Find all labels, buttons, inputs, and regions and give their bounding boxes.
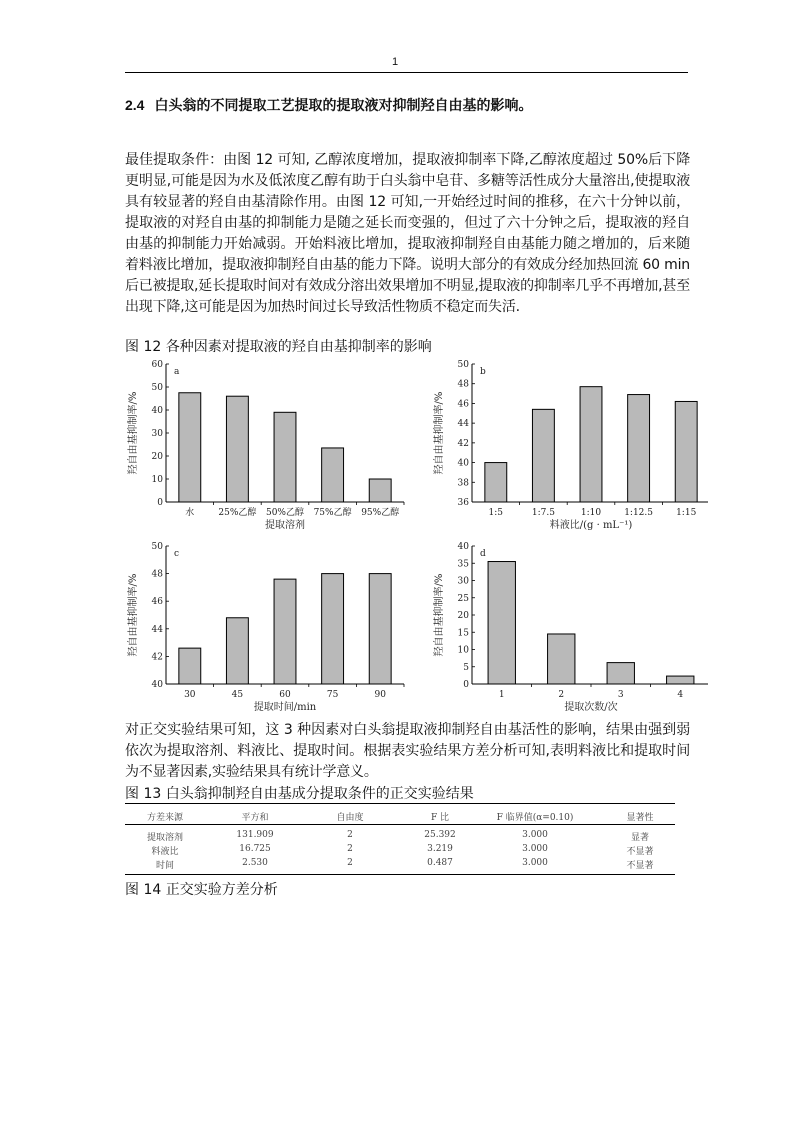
x-tick-label: 1:5: [488, 508, 504, 518]
bar: [322, 448, 344, 502]
figure-14-caption: 图 14 正交实验方差分析: [125, 882, 278, 898]
x-tick-label: 4: [677, 690, 684, 700]
y-tick-label: 5: [463, 662, 469, 673]
y-tick-label: 30: [457, 576, 469, 587]
x-axis-title: 料液比/(g · mL⁻¹): [549, 520, 633, 531]
y-tick-label: 0: [463, 680, 469, 690]
table-cell: 3.000: [522, 858, 548, 868]
y-tick-label: 40: [151, 680, 163, 690]
bar: [226, 618, 248, 684]
y-tick-label: 38: [457, 478, 469, 489]
x-tick-label: 25%乙醇: [218, 508, 257, 518]
table-cell: 2: [347, 830, 353, 840]
y-axis-title: 羟自由基抑制率/%: [128, 573, 139, 657]
y-tick-label: 48: [151, 569, 163, 580]
table-cell: 料液比: [151, 847, 179, 857]
x-tick-label: 3: [617, 690, 624, 700]
y-tick-label: 35: [457, 559, 469, 570]
body-paragraph-1: 最佳提取条件：由图 12 可知, 乙醇浓度增加，提取液抑制率下降,乙醇浓度超过 50%后下降更明显,可能是因为水及低浓度乙醇有助于白头翁中皂苷、多糖等活性成分大量溶出,使提取液具有较显著的羟自由基清除作用。由图 12 可知,一开始经过时间的推移，在六十分钟以前，提取液的对羟自由基的抑制能力是随之延长而变强的，但过了六十分钟之后，提取液的羟自由基的抑制能力开始减弱。开始料液比增加，提取液抑制羟自由基能力随之增加的，后来随着料液比增加，提取液抑制羟自由基的能力下降。说明大部分的有效成分经加热回流 60 min 后已被提取,延长提取时间对有效成分溶出效果增加不明显,提取液的抑制率几乎不再增加,甚至出现下降,这可能是因为加热时间过长导致活性物质不稳定而失活.: [125, 152, 690, 315]
table-cell: 2.530: [242, 858, 268, 868]
x-tick-label: 45: [231, 690, 244, 700]
table-cell: 时间: [155, 861, 174, 871]
y-tick-label: 50: [457, 360, 469, 370]
x-tick-label: 1:15: [676, 508, 697, 518]
table-cell: 显著: [630, 833, 649, 843]
bar: [548, 634, 575, 684]
table-cell: 131.909: [236, 830, 274, 840]
bar: [580, 387, 602, 502]
table-row: [125, 830, 675, 844]
y-axis-title: 羟自由基抑制率/%: [434, 391, 445, 475]
table-cell: 3.219: [427, 844, 453, 854]
table-top-rule: [125, 803, 675, 804]
y-axis-title: 羟自由基抑制率/%: [128, 391, 139, 475]
bar: [667, 676, 694, 684]
y-axis-title: 羟自由基抑制率/%: [434, 573, 445, 657]
section-heading: [125, 95, 532, 115]
bar: [607, 663, 634, 684]
bar: [628, 395, 650, 502]
table-cell: 提取溶剂: [146, 833, 183, 843]
y-tick-label: 46: [457, 399, 469, 410]
section-number: 2.4: [125, 97, 145, 113]
y-tick-label: 20: [457, 611, 469, 621]
bar: [532, 409, 554, 502]
table-row: [125, 858, 675, 872]
table-header-cell: F 临界值(α=0.10): [496, 813, 574, 823]
y-tick-label: 46: [151, 597, 163, 608]
bar: [274, 579, 296, 684]
y-tick-label: 40: [457, 542, 469, 552]
y-tick-label: 50: [151, 383, 163, 393]
x-tick-label: 1:10: [580, 508, 602, 518]
x-axis-title: 提取时间/min: [253, 702, 317, 713]
x-tick-label: 1: [498, 690, 505, 700]
table-cell: 0.487: [427, 858, 453, 868]
table-cell: 3.000: [522, 830, 548, 840]
panel-label: c: [174, 549, 180, 559]
panel-label: a: [174, 367, 180, 377]
bar: [274, 412, 296, 502]
x-tick-label: 1:7.5: [531, 508, 555, 518]
table-header-cell: F 比: [430, 813, 450, 823]
table-bottom-rule: [125, 874, 675, 875]
y-tick-label: 0: [157, 498, 163, 508]
body-paragraph-2: 对正交实验结果可知，这 3 种因素对白头翁提取液抑制羟自由基活性的影响，结果由强到弱依次为提取溶剂、料液比、提取时间。根据表实验结果方差分析可知,表明料液比和提取时间为不显著因素,实验结果具有统计学意义。: [125, 722, 690, 780]
x-tick-label: 2: [558, 690, 565, 700]
x-axis-title: 提取次数/次: [564, 702, 618, 713]
table-cell: 不显著: [626, 861, 654, 871]
x-axis-title: 提取溶剂: [265, 520, 305, 531]
y-tick-label: 10: [457, 645, 469, 656]
y-tick-label: 44: [151, 624, 163, 635]
table-cell: 不显著: [626, 847, 654, 857]
panel-label: d: [480, 549, 486, 559]
y-tick-label: 10: [151, 475, 163, 485]
x-tick-label: 75: [326, 690, 339, 700]
table-header-cell: 显著性: [626, 813, 654, 823]
x-tick-label: 95%乙醇: [361, 508, 400, 518]
y-tick-label: 44: [457, 419, 469, 430]
bar: [485, 463, 507, 502]
x-tick-label: 30: [184, 690, 196, 700]
table-cell: 25.392: [424, 830, 456, 840]
y-tick-label: 42: [457, 438, 469, 449]
y-tick-label: 42: [151, 652, 163, 663]
y-tick-label: 36: [457, 498, 469, 508]
bar: [369, 574, 391, 684]
bar: [179, 393, 201, 502]
y-tick-label: 48: [457, 379, 469, 390]
y-tick-label: 15: [457, 628, 469, 639]
figure-12-charts: [118, 356, 708, 716]
page-number: 1: [391, 56, 399, 68]
table-header-cell: 方差来源: [146, 813, 183, 823]
header-rule: [125, 72, 688, 73]
section-title: 白头翁的不同提取工艺提取的提取液对抑制羟自由基的影响。: [154, 98, 533, 114]
table-header-cell: 平方和: [241, 813, 269, 823]
figure-13-caption: 图 13 白头翁抑制羟自由基成分提取条件的正交实验结果: [125, 786, 474, 802]
table-cell: 2: [347, 844, 353, 854]
y-tick-label: 40: [151, 406, 163, 416]
bar: [179, 648, 201, 684]
panel-label: b: [480, 367, 486, 377]
table-cell: 16.725: [239, 844, 271, 854]
x-tick-label: 60: [279, 690, 291, 700]
table-header-cell: 自由度: [336, 813, 364, 823]
table-row: [125, 844, 675, 858]
x-tick-label: 1:12.5: [624, 508, 654, 518]
x-tick-label: 75%乙醇: [313, 508, 352, 518]
x-tick-label: 90: [374, 690, 386, 700]
bar: [488, 562, 515, 684]
table-cell: 3.000: [522, 844, 548, 854]
bar: [322, 574, 344, 684]
bar: [226, 396, 248, 502]
bar: [675, 401, 697, 502]
y-tick-label: 30: [151, 429, 163, 439]
x-tick-label: 水: [185, 508, 195, 518]
y-tick-label: 50: [151, 542, 163, 552]
bar: [369, 479, 391, 502]
y-tick-label: 40: [457, 458, 469, 469]
y-tick-label: 25: [457, 593, 469, 604]
table-cell: 2: [347, 858, 353, 868]
x-tick-label: 50%乙醇: [265, 508, 305, 518]
y-tick-label: 20: [151, 452, 163, 462]
figure-12-caption: 图 12 各种因素对提取液的羟自由基抑制率的影响: [125, 339, 432, 355]
y-tick-label: 60: [151, 360, 163, 370]
table-header-row: [125, 810, 675, 824]
table-mid-rule: [125, 824, 675, 825]
